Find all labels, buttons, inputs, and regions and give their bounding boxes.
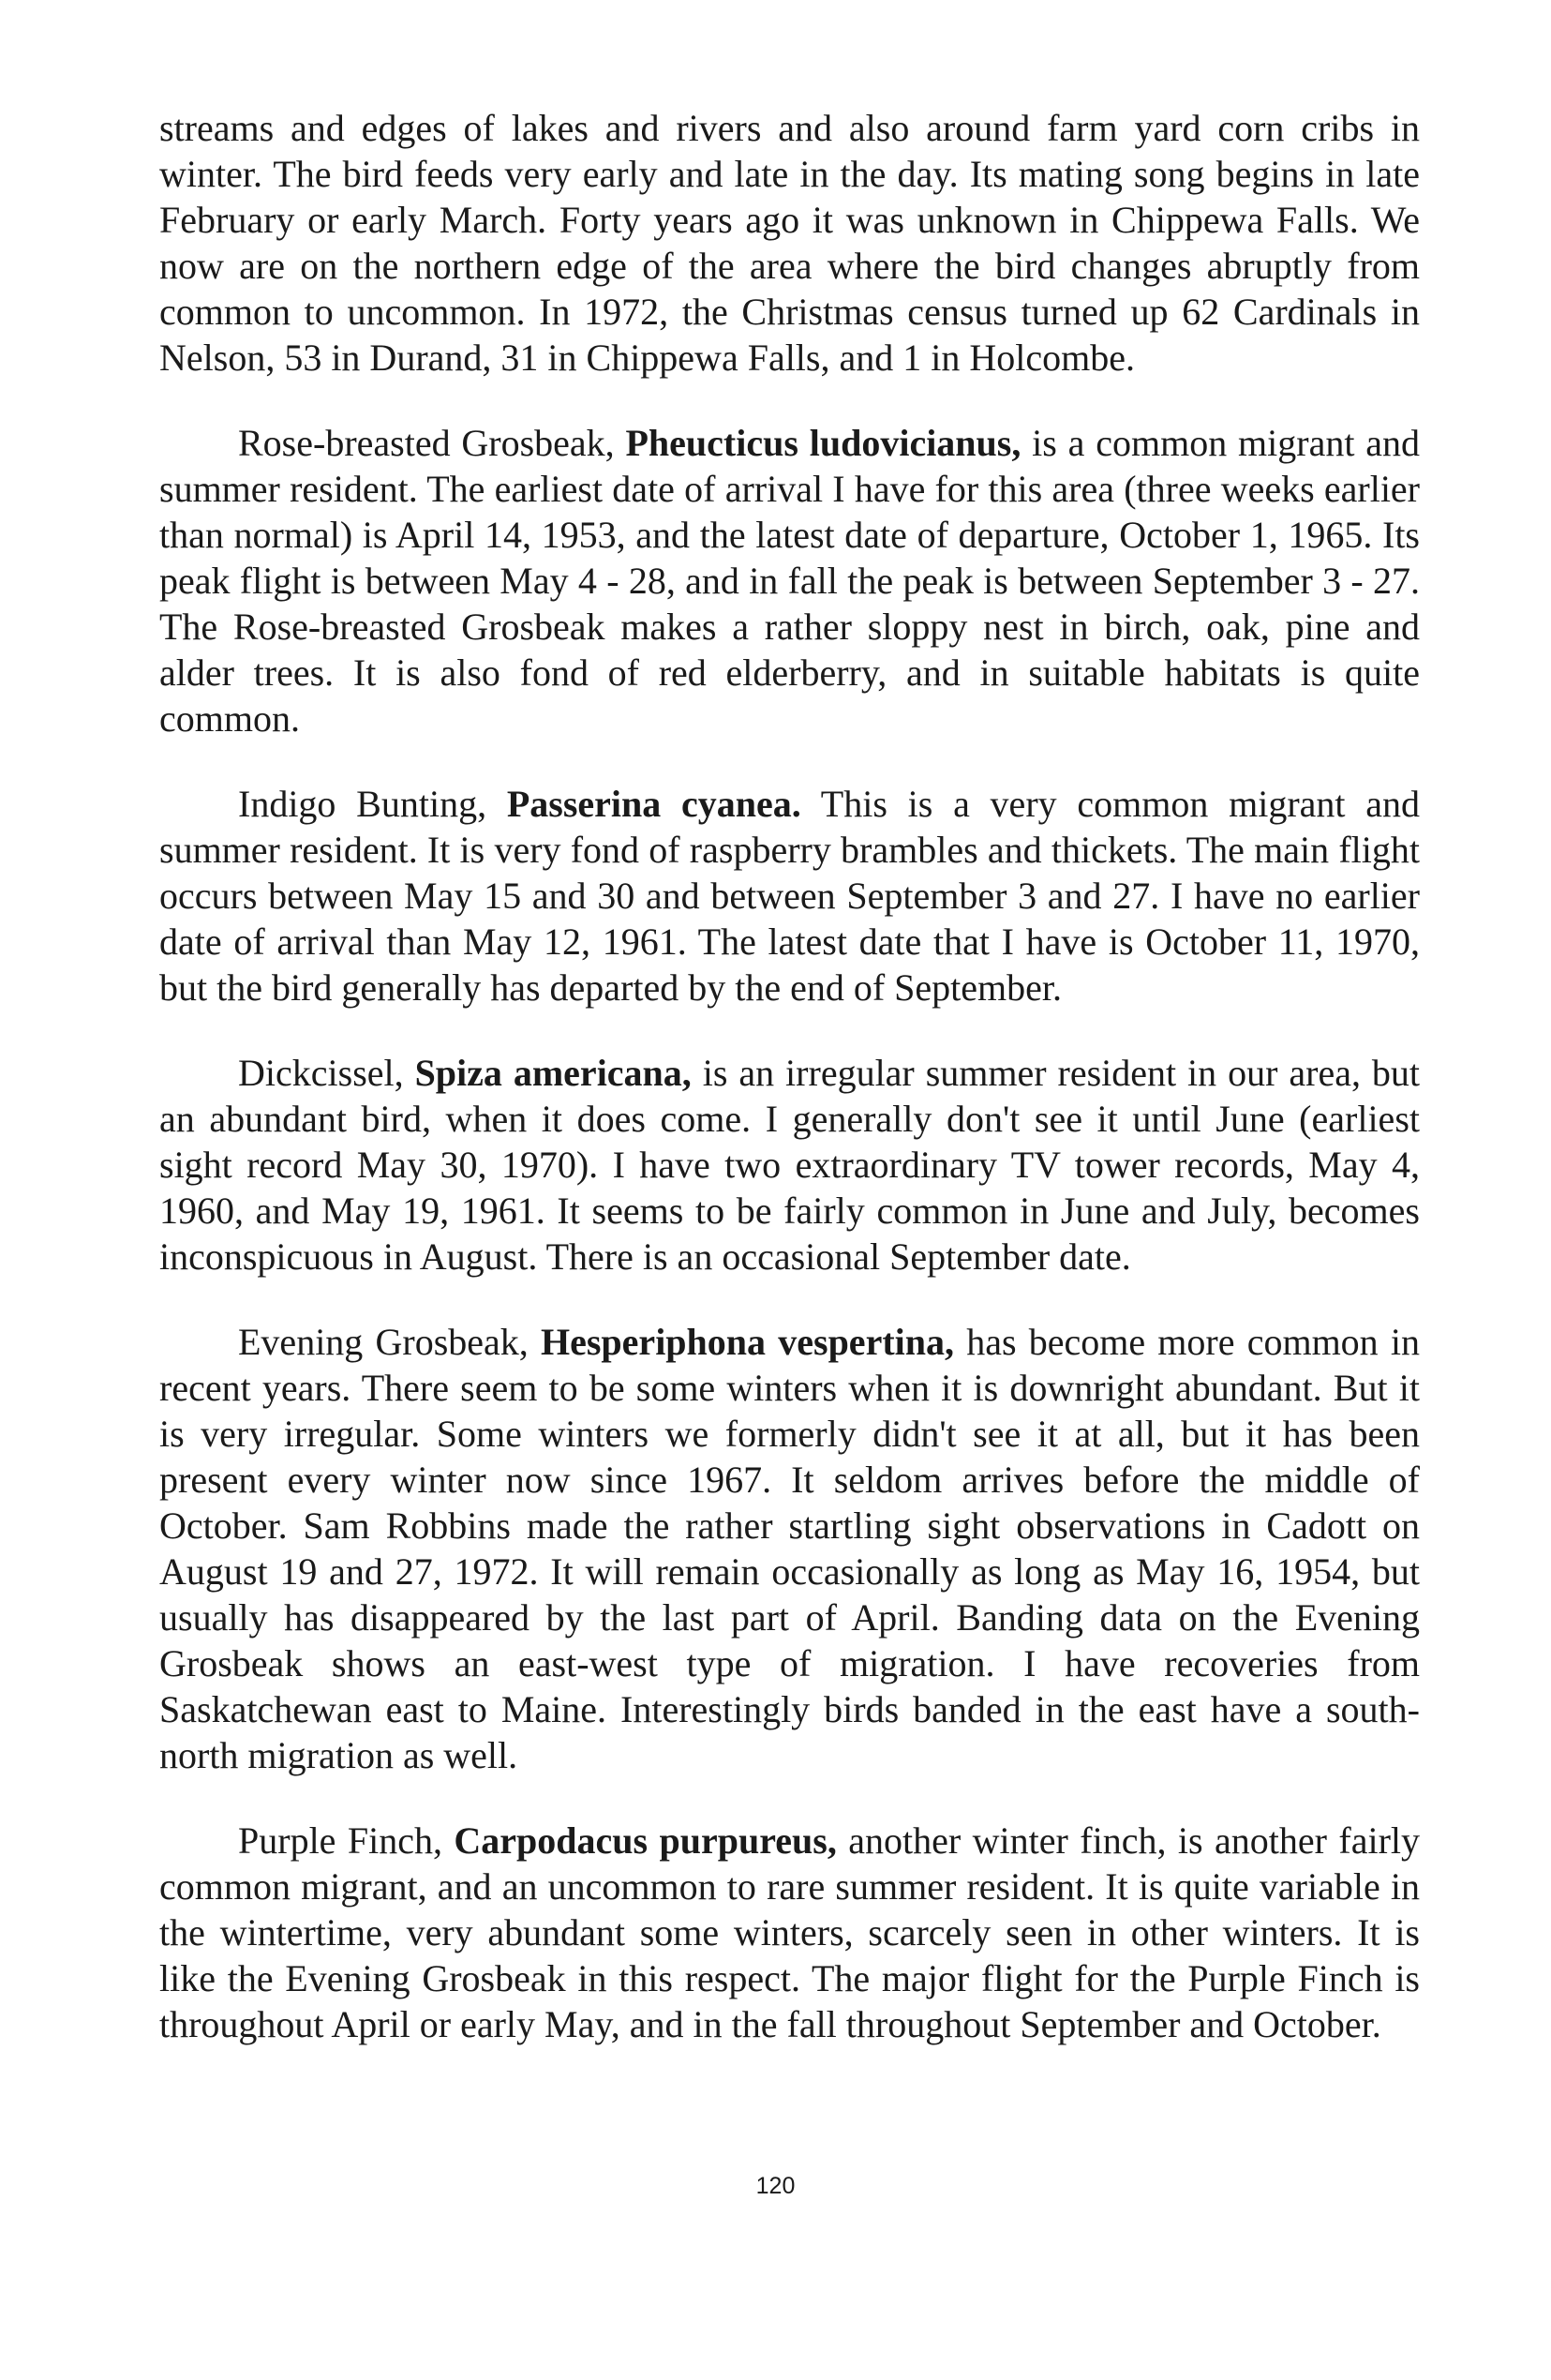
scientific-name: Pheucticus ludovicianus, <box>625 422 1022 464</box>
common-name: Rose-breasted Grosbeak, <box>238 422 626 464</box>
paragraph-text: is an irregular summer resident in our area, but an abundant bird, when it does come. I generally don't see it until June (earliest sight record May 30, 1970). I have two extraordinary TV tower records, May 4, 1960, and May 19, 1961. It seems to be fairly common in June and July, becomes inconspicuous in August. There is an occasional September date. <box>159 1052 1420 1278</box>
paragraph-text: has become more common in recent years. There seem to be some winters when it is downright abundant. But it is very irregular. Some winters we formerly didn't see it at all, but it has been present every winter now since 1967. It seldom arrives before the middle of October. Sam Robbins made the rather startling sight observations in Cadott on August 19 and 27, 1972. It will remain occasionally as long as May 16, 1954, but usually has disappeared by the last part of April. Banding data on the Evening Grosbeak shows an east-west type of migration. I have recoveries from Saskatchewan east to Maine. Interestingly birds banded in the east have a south-north migration as well. <box>159 1321 1420 1776</box>
paragraph-text: This is a very common migrant and summer resident. It is very fond of raspberry brambles and thickets. The main flight occurs between May 15 and 30 and between September 3 and 27. I have no earlier date of arrival than May 12, 1961. The latest date that I have is October 11, 1970, but the bird generally has departed by the end of September. <box>159 783 1421 1009</box>
paragraph-dickcissel <box>159 1050 1420 1280</box>
paragraph-text: is a common migrant and summer resident. The earliest date of arrival I have for this area (three weeks earlier than normal) is April 14, 1953, and the latest date of departure, October 1, 1965. Its peak flight is between May 4 - 28, and in fall the peak is between September 3 - 27. The Rose-breasted Grosbeak makes a rather sloppy nest in birch, oak, pine and alder trees. It is also fond of red elderberry, and in suitable habitats is quite common. <box>159 422 1420 740</box>
scientific-name: Carpodacus purpureus, <box>454 1819 837 1862</box>
paragraph-text: another winter finch, is another fairly common migrant, and an uncommon to rare summer resident. It is quite variable in the wintertime, very abundant some winters, scarcely seen in other winters. It is like the Evening Grosbeak in this respect. The major flight for the Purple Finch is throughout April or early May, and in the fall throughout September and October. <box>159 1819 1420 2045</box>
paragraph-cardinal-continued <box>159 105 1420 381</box>
scientific-name: Spiza americana, <box>414 1052 692 1094</box>
paragraph-text: streams and edges of lakes and rivers and also around farm yard corn cribs in winter. The bird feeds very early and late in the day. Its mating song begins in late February or early March. Forty years ago it was unknown in Chippewa Falls. We now are on the northern edge of the area where the bird changes abruptly from common to uncommon. In 1972, the Christmas census turned up 62 Cardinals in Nelson, 53 in Durand, 31 in Chippewa Falls, and 1 in Holcombe. <box>159 107 1420 379</box>
common-name: Evening Grosbeak, <box>238 1321 541 1363</box>
scientific-name: Passerina cyanea. <box>506 783 801 825</box>
paragraph-indigo-bunting <box>159 781 1420 1010</box>
paragraph-evening-grosbeak <box>159 1319 1420 1778</box>
scientific-name: Hesperiphona vespertina, <box>541 1321 954 1363</box>
paragraph-rose-breasted-grosbeak <box>159 420 1420 741</box>
page-number: 120 <box>755 2173 796 2199</box>
common-name: Indigo Bunting, <box>238 783 507 825</box>
common-name: Purple Finch, <box>238 1819 455 1862</box>
page-text <box>159 105 1420 2087</box>
common-name: Dickcissel, <box>238 1052 415 1094</box>
paragraph-purple-finch <box>159 1818 1420 2047</box>
